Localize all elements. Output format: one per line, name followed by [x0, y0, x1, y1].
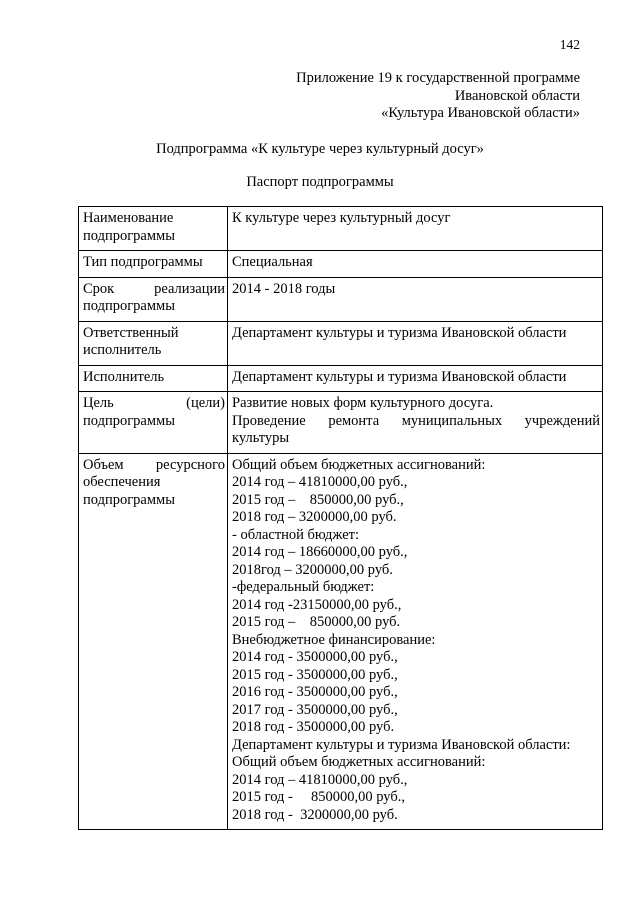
- value-cell: [228, 251, 603, 278]
- label-line: [83, 395, 225, 413]
- funding-line: 2018 год – 3200000,00 руб.: [232, 509, 397, 525]
- value-cell: [228, 207, 603, 251]
- funding-line: 2015 год - 3500000,00 руб.,: [232, 666, 398, 683]
- subprogram-title: Подпрограмма «К культуре через культурный досуг»: [156, 141, 484, 157]
- label-text: Наименование: [83, 210, 174, 226]
- value-text: Департамент культуры и туризма Ивановской области: [232, 324, 567, 341]
- funding-line: Департамент культуры и туризма Ивановской области:: [232, 736, 571, 753]
- label-cell: [79, 392, 228, 454]
- funding-line: 2014 год - 3500000,00 руб.,: [232, 649, 398, 665]
- label-cell: [79, 207, 228, 251]
- appendix-heading: [296, 70, 580, 123]
- value-cell: [228, 453, 603, 830]
- table-row-name: [79, 207, 603, 251]
- funding-line: Общий объем бюджетных ассигнований:: [232, 456, 486, 473]
- label-word: Цель: [83, 395, 114, 411]
- funding-line: 2018 год - 3200000,00 руб.: [232, 806, 398, 823]
- table-row-funding: [79, 453, 603, 830]
- funding-line: 2015 год - 850000,00 руб.,: [232, 789, 405, 805]
- funding-line: 2014 год – 18660000,00 руб.,: [232, 544, 408, 560]
- table-row-executor: [79, 365, 603, 392]
- label-word: (цели): [186, 395, 225, 411]
- label-line: [83, 281, 225, 299]
- label-text: исполнитель: [83, 342, 162, 358]
- funding-line: 2016 год - 3500000,00 руб.,: [232, 684, 398, 700]
- label-word: Объем: [83, 456, 124, 473]
- label-cell: [79, 453, 228, 830]
- value-text: культуры: [232, 430, 290, 446]
- funding-line: 2018год – 3200000,00 руб.: [232, 561, 393, 578]
- value-text: Департамент культуры и туризма Ивановской области: [232, 368, 567, 385]
- label-line: [83, 457, 225, 475]
- label-text: обеспечения: [83, 474, 161, 490]
- appendix-line: Ивановской области: [454, 87, 580, 104]
- label-cell: [79, 365, 228, 392]
- value-text: Проведение ремонта муниципальных учреждений: [232, 412, 600, 429]
- label-text: подпрограммы: [83, 491, 175, 508]
- label-text: подпрограммы: [83, 412, 175, 429]
- funding-line: -федеральный бюджет:: [232, 579, 375, 595]
- funding-line: Общий объем бюджетных ассигнований:: [232, 754, 486, 770]
- value-cell: [228, 277, 603, 321]
- appendix-line: Приложение 19 к государственной программе: [296, 70, 580, 86]
- value-text: Развитие новых форм культурного досуга.: [232, 395, 494, 411]
- funding-line: 2014 год – 41810000,00 руб.,: [232, 771, 408, 788]
- value-text: Специальная: [232, 254, 313, 270]
- funding-line: 2017 год - 3500000,00 руб.,: [232, 701, 398, 718]
- value-cell: [228, 365, 603, 392]
- label-word: ресурсного: [155, 456, 225, 473]
- label-text: Тип подпрограммы: [83, 254, 203, 270]
- funding-line: 2018 год - 3500000,00 руб.: [232, 719, 395, 735]
- table-row-type: [79, 251, 603, 278]
- label-text: подпрограммы: [83, 227, 175, 244]
- value-cell: [228, 321, 603, 365]
- label-cell: [79, 277, 228, 321]
- label-text: Исполнитель: [83, 368, 165, 385]
- value-cell: [228, 392, 603, 454]
- passport-title: Паспорт подпрограммы: [246, 174, 394, 190]
- value-text: 2014 - 2018 годы: [232, 280, 336, 297]
- funding-line: Внебюджетное финансирование:: [232, 631, 436, 648]
- funding-line: 2014 год – 41810000,00 руб.,: [232, 474, 408, 490]
- value-text: К культуре через культурный досуг: [232, 210, 451, 226]
- label-cell: [79, 251, 228, 278]
- appendix-line: «Культура Ивановской области»: [381, 105, 580, 121]
- label-word: Срок: [83, 280, 115, 297]
- passport-table: [78, 206, 603, 830]
- funding-line: 2014 год -23150000,00 руб.,: [232, 596, 402, 613]
- label-word: реализации: [154, 280, 225, 297]
- table-row-goal: [79, 392, 603, 454]
- funding-line: 2015 год – 850000,00 руб.,: [232, 491, 404, 508]
- label-text: подпрограммы: [83, 298, 175, 314]
- table-row-responsible: [79, 321, 603, 365]
- funding-line: - областной бюджет:: [232, 526, 360, 543]
- funding-line: 2015 год – 850000,00 руб.: [232, 614, 401, 630]
- label-text: Ответственный: [83, 324, 179, 341]
- label-cell: [79, 321, 228, 365]
- table-row-term: [79, 277, 603, 321]
- page-number: 142: [559, 37, 580, 52]
